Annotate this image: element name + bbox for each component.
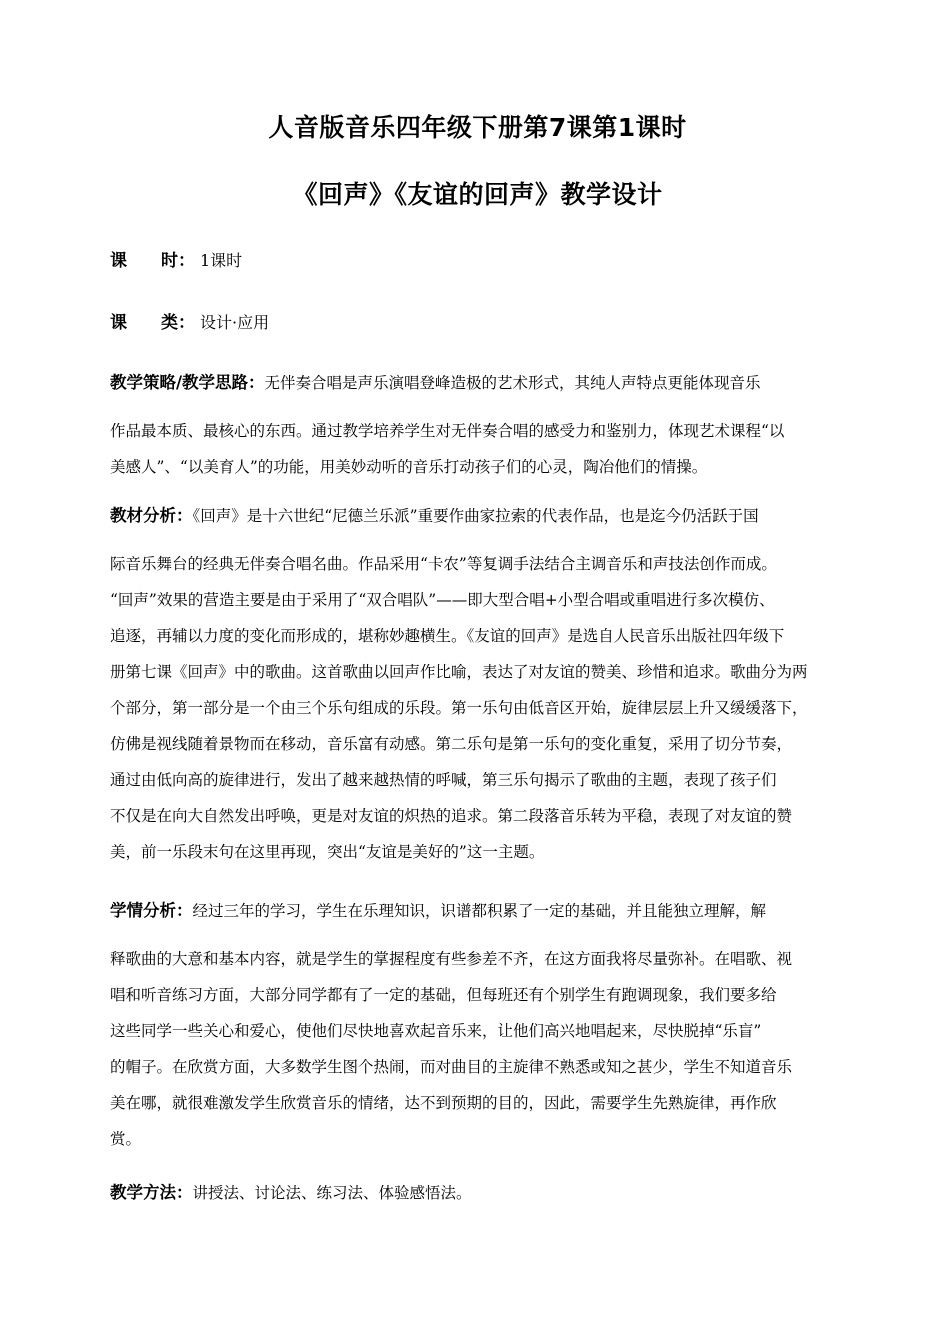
material-line: 册第七课《回声》中的歌曲。这首歌曲以回声作比喻，表达了对友谊的赞美、珍惜和追求。歌曲分为两 [110,663,808,681]
material-line: 美，前一乐段末句在这里再现，突出“友谊是美好的”这一主题。 [110,843,545,861]
strategy-label: 教学策略/教学思路： [110,373,265,392]
students-line: 美在哪，就很难激发学生欣赏音乐的情绪，达不到预期的目的，因此，需要学生先熟旋律，再作欣 [110,1094,777,1112]
students-text: 经过三年的学习，学生在乐理知识，识谱都积累了一定的基础，并且能独立理解，解 [192,902,767,920]
material-line: 追逐，再辅以力度的变化而形成的，堪称妙趣横生。《友谊的回声》是选自人民音乐出版社四年级下 [110,627,785,645]
material-line: 不仅是在向大自然发出呼唤，更是对友谊的炽热的追求。第二段落音乐转为平稳，表现了对友谊的赞 [110,807,793,825]
type-row [110,308,269,333]
type-label: 课 类： [110,313,195,333]
students-section [110,893,845,1157]
strategy-line: 作品最本质、最核心的东西。通过教学培养学生对无伴奏合唱的感受力和鉴别力，体现艺术课程“以 [110,422,785,440]
material-label: 教材分析： [110,506,193,525]
document-title-line2: 《回声》《友谊的回声》教学设计 [292,180,663,209]
period-row [110,246,242,271]
methods-text: 讲授法、讨论法、练习法、体验感悟法。 [192,1184,472,1202]
strategy-section [110,365,845,485]
material-line: 际音乐舞台的经典无伴奏合唱名曲。作品采用“卡农”等复调手法结合主调音乐和声技法创作而成。 [110,555,777,573]
material-line [110,498,845,534]
material-line: 个部分，第一部分是一个由三个乐句组成的乐段。第一乐句由低音区开始，旋律层层上升又缓缓落下， [110,699,808,717]
students-line: 这些同学一些关心和爱心，使他们尽快地喜欢起音乐来，让他们高兴地唱起来，尽快脱掉“乐盲” [110,1022,762,1040]
document-title-line1: 人音版音乐四年级下册第7课第1课时 [268,113,687,142]
material-line: “回声”效果的营造主要是由于采用了“双合唱队”——即大型合唱+小型合唱或重唱进行多次模仿、 [110,591,775,609]
students-line [110,893,845,929]
methods-section [110,1175,845,1211]
material-text: 《回声》是十六世纪“尼德兰乐派”重要作曲家拉索的代表作品，也是迄今仍活跃于国 [192,507,759,525]
period-value: 1课时 [200,251,243,270]
students-line: 释歌曲的大意和基本内容，就是学生的掌握程度有些参差不齐，在这方面我将尽量弥补。在唱歌、视 [110,950,793,968]
type-value: 设计·应用 [200,313,270,332]
period-label: 课 时： [110,251,195,271]
material-section [110,498,845,870]
students-line: 唱和听音练习方面，大部分同学都有了一定的基础，但每班还有个别学生有跑调现象，我们要多给 [110,986,777,1004]
material-line: 通过由低向高的旋律进行，发出了越来越热情的呼喊，第三乐句揭示了歌曲的主题，表现了孩子们 [110,771,777,789]
methods-label: 教学方法： [110,1183,193,1202]
students-label: 学情分析： [110,901,193,920]
methods-line [110,1175,845,1211]
material-line: 仿佛是视线随着景物而在移动，音乐富有动感。第二乐句是第一乐句的变化重复，采用了切分节奏， [110,735,793,753]
students-line: 赏。 [110,1130,142,1148]
strategy-line [110,365,845,401]
strategy-line: 美感人”、“以美育人”的功能，用美妙动听的音乐打动孩子们的心灵，陶冶他们的情操。 [110,458,708,476]
students-line: 的帽子。在欣赏方面，大多数学生图个热闹，而对曲目的主旋律不熟悉或知之甚少，学生不知道音乐 [110,1058,793,1076]
strategy-text: 无伴奏合唱是声乐演唱登峰造极的艺术形式，其纯人声特点更能体现音乐 [264,374,761,392]
